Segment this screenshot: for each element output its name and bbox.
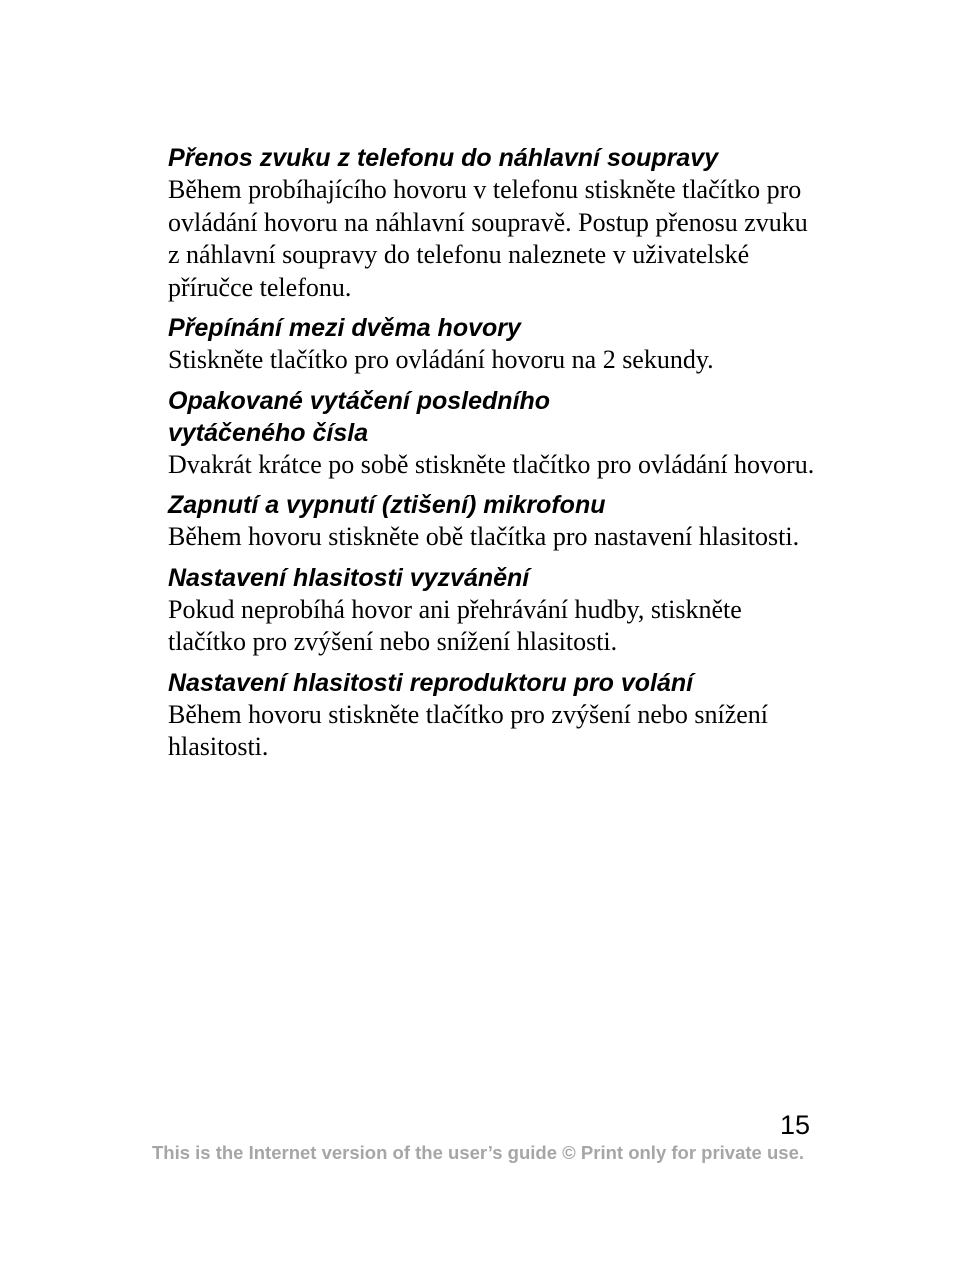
section-heading: Přepínání mezi dvěma hovory (168, 314, 521, 342)
section-heading: Přenos zvuku z telefonu do náhlavní soupravy (168, 144, 719, 172)
section-body: Pokud neprobíhá hovor ani přehrávání hudby, stiskněte tlačítko pro zvýšení nebo snížení hlasitosti. (168, 594, 742, 656)
section-audio-transfer (168, 142, 818, 304)
section-ring-volume (168, 562, 818, 659)
section-body: Během hovoru stiskněte tlačítko pro zvýšení nebo snížení hlasitosti. (168, 699, 769, 761)
section-heading: Opakované vytáčení posledního vytáčeného čísla (168, 386, 551, 447)
section-body: Stiskněte tlačítko pro ovládání hovoru na 2 sekundy. (168, 345, 714, 374)
section-mute-microphone (168, 489, 818, 554)
page-content (168, 142, 818, 772)
section-speaker-volume (168, 667, 818, 764)
footer-notice: This is the Internet version of the user’s guide © Print only for private use. (151, 1142, 804, 1163)
section-body: Během probíhajícího hovoru v telefonu stiskněte tlačítko pro ovládání hovoru na náhlavní soupravě. Postup přenosu zvuku z náhlavní soupravy do telefonu naleznete v uživatelské příručce telefonu. (168, 175, 808, 302)
section-heading: Nastavení hlasitosti reproduktoru pro volání (168, 668, 694, 697)
section-heading: Nastavení hlasitosti vyzvánění (168, 563, 530, 592)
section-heading: Zapnutí a vypnutí (ztišení) mikrofonu (168, 491, 606, 519)
section-body: Dvakrát krátce po sobě stiskněte tlačítko pro ovládání hovoru. (168, 449, 815, 479)
section-body: Během hovoru stiskněte obě tlačítka pro nastavení hlasitosti. (168, 522, 800, 551)
section-switch-calls (168, 312, 818, 377)
section-redial (168, 385, 818, 482)
page-number: 15 (779, 1110, 810, 1140)
